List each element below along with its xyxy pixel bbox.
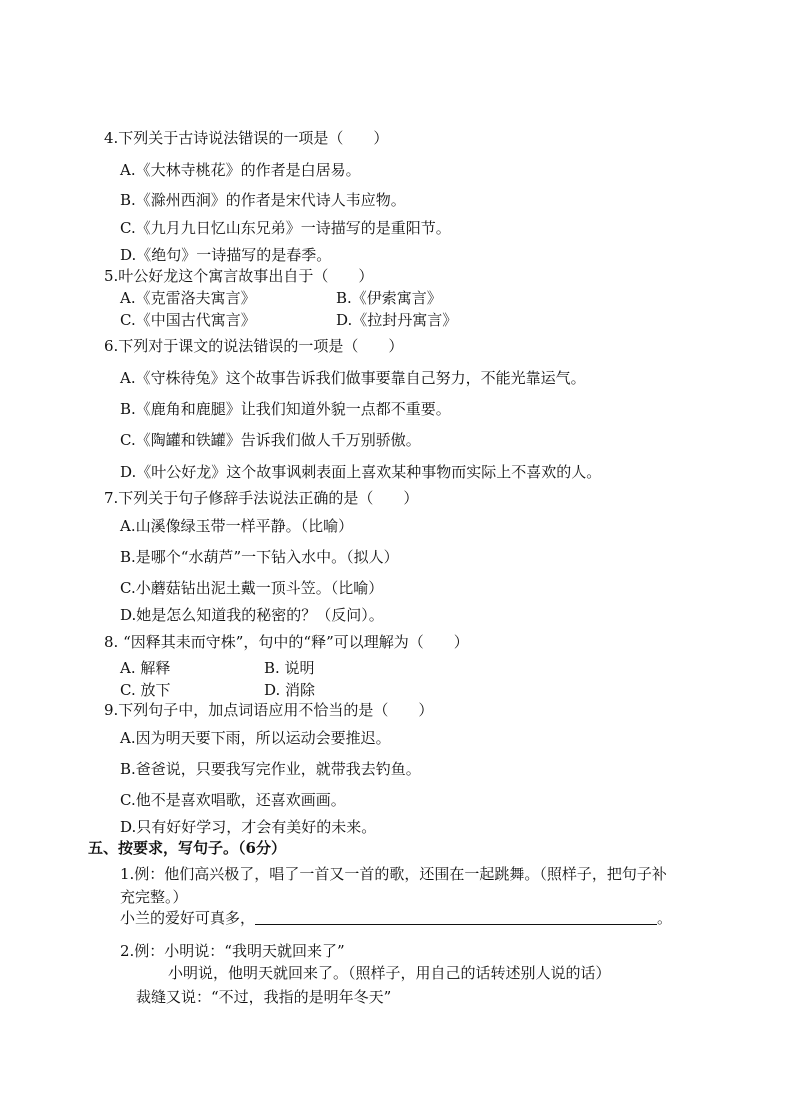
section5-item1-line2: 充完整。）	[120, 888, 188, 906]
q5-option-c: C.《中国古代寓言》	[120, 311, 256, 329]
q8-stem: 8. “因释其耒而守株”，句中的“释”可以理解为（ ）	[104, 633, 469, 651]
section5-title: 五、按要求，写句子。（6分）	[88, 839, 286, 857]
q7-option-d: D.她是怎么知道我的秘密的？（反问）。	[120, 606, 384, 624]
q5-stem: 5.叶公好龙这个寓言故事出自于（ ）	[104, 267, 374, 285]
q9-option-a: A.因为明天要下雨，所以运动会要推迟。	[120, 729, 391, 747]
q6-option-a: A.《守株待兔》这个故事告诉我们做事要靠自己努力，不能光靠运气。	[120, 369, 586, 387]
section5-item2-line2: 小明说，他明天就回来了。（照样子，用自己的话转述别人说的话）	[168, 964, 611, 982]
q9-stem: 9.下列句子中，加点词语应用不恰当的是（ ）	[104, 701, 434, 719]
item1-prompt: 小兰的爱好可真多，	[120, 909, 256, 927]
q4-option-b: B.《滁州西涧》的作者是宋代诗人韦应物。	[120, 191, 406, 209]
q7-option-b: B.是哪个“水葫芦”一下钻入水中。（拟人）	[120, 548, 399, 566]
q4-option-a: A.《大林寺桃花》的作者是白居易。	[120, 161, 361, 179]
q8-option-a: A. 解释	[120, 659, 171, 677]
q4-stem: 4.下列关于古诗说法错误的一项是（ ）	[104, 129, 389, 147]
section5-item2-line1: 2.例：小明说：“我明天就回来了”	[120, 942, 345, 960]
q4-option-d: D.《绝句》一诗描写的是春季。	[120, 246, 332, 264]
item1-answer-blank[interactable]	[255, 908, 657, 925]
section5-item1-line1: 1.例：他们高兴极了，唱了一首又一首的歌，还围在一起跳舞。（照样子，把句子补	[120, 865, 667, 883]
q5-option-a: A.《克雷洛夫寓言》	[120, 289, 256, 307]
q6-option-c: C.《陶罐和铁罐》告诉我们做人千万别骄傲。	[120, 431, 421, 449]
section5-item2-line3: 裁缝又说：“不过，我指的是明年冬天”	[136, 988, 392, 1006]
q5-option-d: D.《拉封丹寓言》	[336, 311, 458, 329]
q9-option-c: C.他不是喜欢唱歌，还喜欢画画。	[120, 791, 346, 809]
q6-option-d: D.《叶公好龙》这个故事讽刺表面上喜欢某种事物而实际上不喜欢的人。	[120, 463, 602, 481]
q9-option-d: D.只有好好学习，才会有美好的未来。	[120, 818, 377, 836]
item1-end: 。	[657, 909, 673, 927]
q5-option-b: B.《伊索寓言》	[336, 289, 442, 307]
q6-option-b: B.《鹿角和鹿腿》让我们知道外貌一点都不重要。	[120, 400, 451, 418]
q4-option-c: C.《九月九日忆山东兄弟》一诗描写的是重阳节。	[120, 219, 451, 237]
q8-option-c: C. 放下	[120, 681, 171, 699]
section5-item1-answer-line	[120, 908, 672, 928]
q9-option-b: B.爸爸说，只要我写完作业，就带我去钓鱼。	[120, 760, 421, 778]
q8-option-b: B. 说明	[264, 659, 315, 677]
q6-stem: 6.下列对于课文的说法错误的一项是（ ）	[104, 337, 404, 355]
q8-option-d: D. 消除	[264, 681, 316, 699]
q7-option-a: A.山溪像绿玉带一样平静。（比喻）	[120, 517, 354, 535]
q7-stem: 7.下列关于句子修辞手法说法正确的是（ ）	[104, 489, 419, 507]
q7-option-c: C.小蘑菇钻出泥土戴一顶斗笠。（比喻）	[120, 579, 384, 597]
